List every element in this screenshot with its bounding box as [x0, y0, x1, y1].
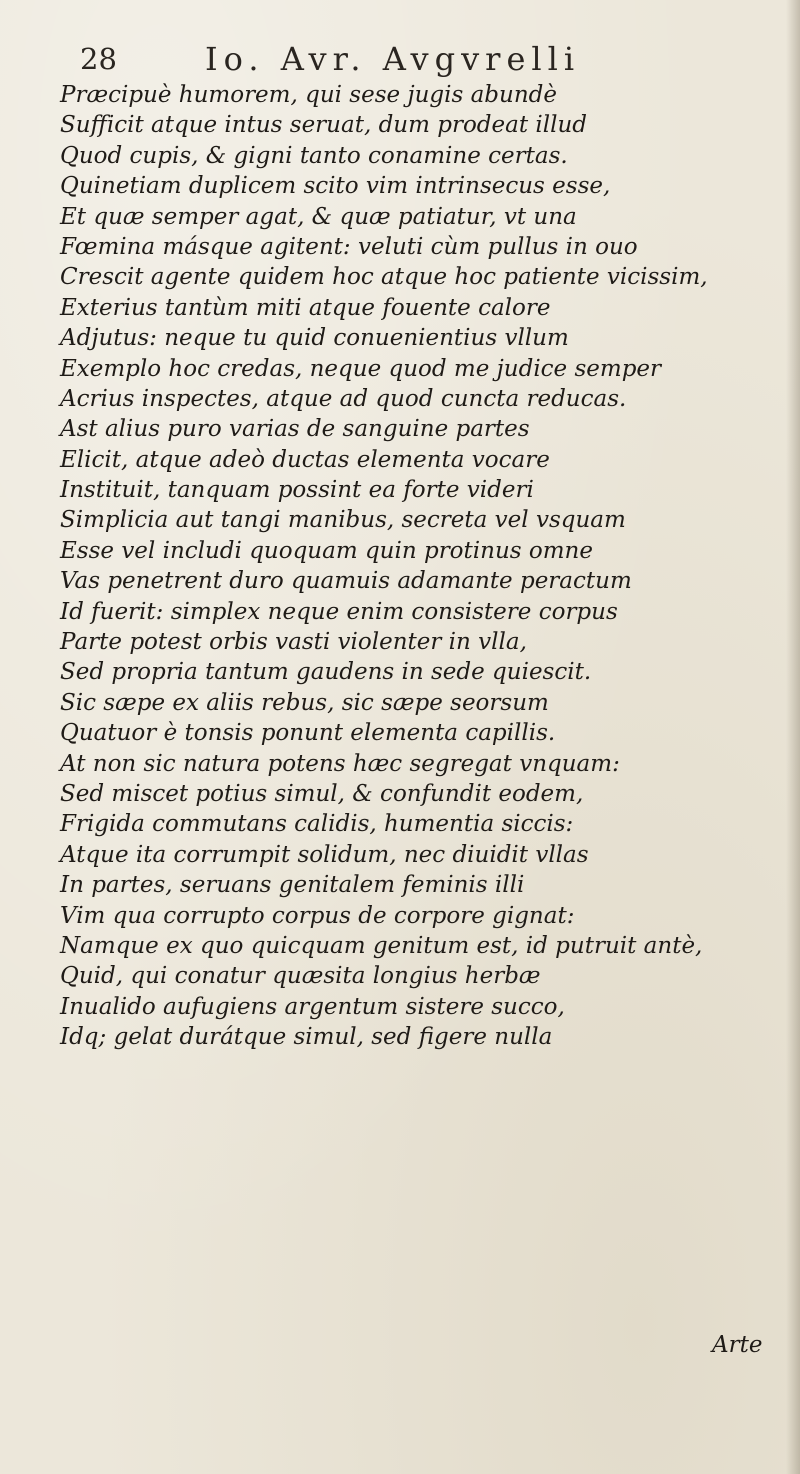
- verse-line: Et quæ semper agat, & quæ patiatur, vt una: [60, 203, 577, 230]
- verse-line: Simplicia aut tangi manibus, secreta vel vsquam: [60, 507, 626, 534]
- verse-line: Namque ex quo quicquam genitum est, id putruit antè,: [60, 932, 703, 959]
- verse-line: Quid, qui conatur quæsita longius herbæ: [60, 963, 541, 990]
- verse-line: Exterius tantùm miti atque fouente calore: [60, 294, 551, 321]
- verse-line: Vim qua corrupto corpus de corpore gignat:: [60, 902, 575, 929]
- verse-line: Fœmina másque agitent: veluti cùm pullus in ouo: [60, 233, 638, 260]
- verse-line: Ast alius puro varias de sanguine partes: [60, 416, 530, 443]
- verse-line: Sed propria tantum gaudens in sede quiescit.: [60, 659, 592, 686]
- verse-line: Quatuor è tonsis ponunt elementa capillis.: [60, 720, 556, 747]
- verse-line: Esse vel includi quoquam quin protinus omne: [60, 537, 593, 564]
- catchword: Arte: [712, 1332, 763, 1358]
- verse-line: Parte potest orbis vasti violenter in vlla,: [60, 629, 527, 656]
- verse-line: Præcipuè humorem, qui sese jugis abundè: [60, 82, 557, 108]
- verse-line: At non sic natura potens hæc segregat vnquam:: [60, 750, 620, 777]
- verse-line: Inualido aufugiens argentum sistere succo,: [60, 993, 565, 1020]
- verse-line: Instituit, tanquam possint ea forte videri: [60, 477, 534, 504]
- verse-line: Frigida commutans calidis, humentia siccis:: [60, 811, 574, 838]
- running-head: Io. Avr. Avgvrelli: [205, 40, 581, 78]
- page-header: [80, 40, 720, 82]
- verse-line: Idq; gelat durátque simul, sed figere nulla: [60, 1024, 553, 1051]
- verse-line: Quinetiam duplicem scito vim intrinsecus esse,: [60, 173, 611, 200]
- verse-line: Exemplo hoc credas, neque quod me judice semper: [60, 355, 662, 382]
- verse-line: In partes, seruans genitalem feminis illi: [60, 872, 525, 899]
- verse-line: Vas penetrent duro quamuis adamante peractum: [60, 568, 632, 595]
- verse-line: Elicit, atque adeò ductas elementa vocare: [60, 446, 550, 473]
- page-number: 28: [80, 42, 117, 76]
- verse-line: Quod cupis, & gigni tanto conamine certas.: [60, 142, 568, 169]
- verse-line: Sufficit atque intus seruat, dum prodeat illud: [60, 112, 587, 139]
- verse-line: Sic sæpe ex aliis rebus, sic sæpe seorsum: [60, 689, 549, 716]
- verse-text: [60, 80, 790, 1053]
- verse-line: Adjutus: neque tu quid conuenientius vllum: [60, 325, 569, 352]
- verse-line: Atque ita corrumpit solidum, nec diuidit vllas: [60, 841, 589, 868]
- verse-line: Sed miscet potius simul, & confundit eodem,: [60, 780, 584, 807]
- verse-line: Acrius inspectes, atque ad quod cuncta reducas.: [60, 385, 627, 412]
- verse-line: Crescit agente quidem hoc atque hoc patiente vicissim,: [60, 264, 708, 291]
- verse-line: Id fuerit: simplex neque enim consistere corpus: [60, 598, 618, 625]
